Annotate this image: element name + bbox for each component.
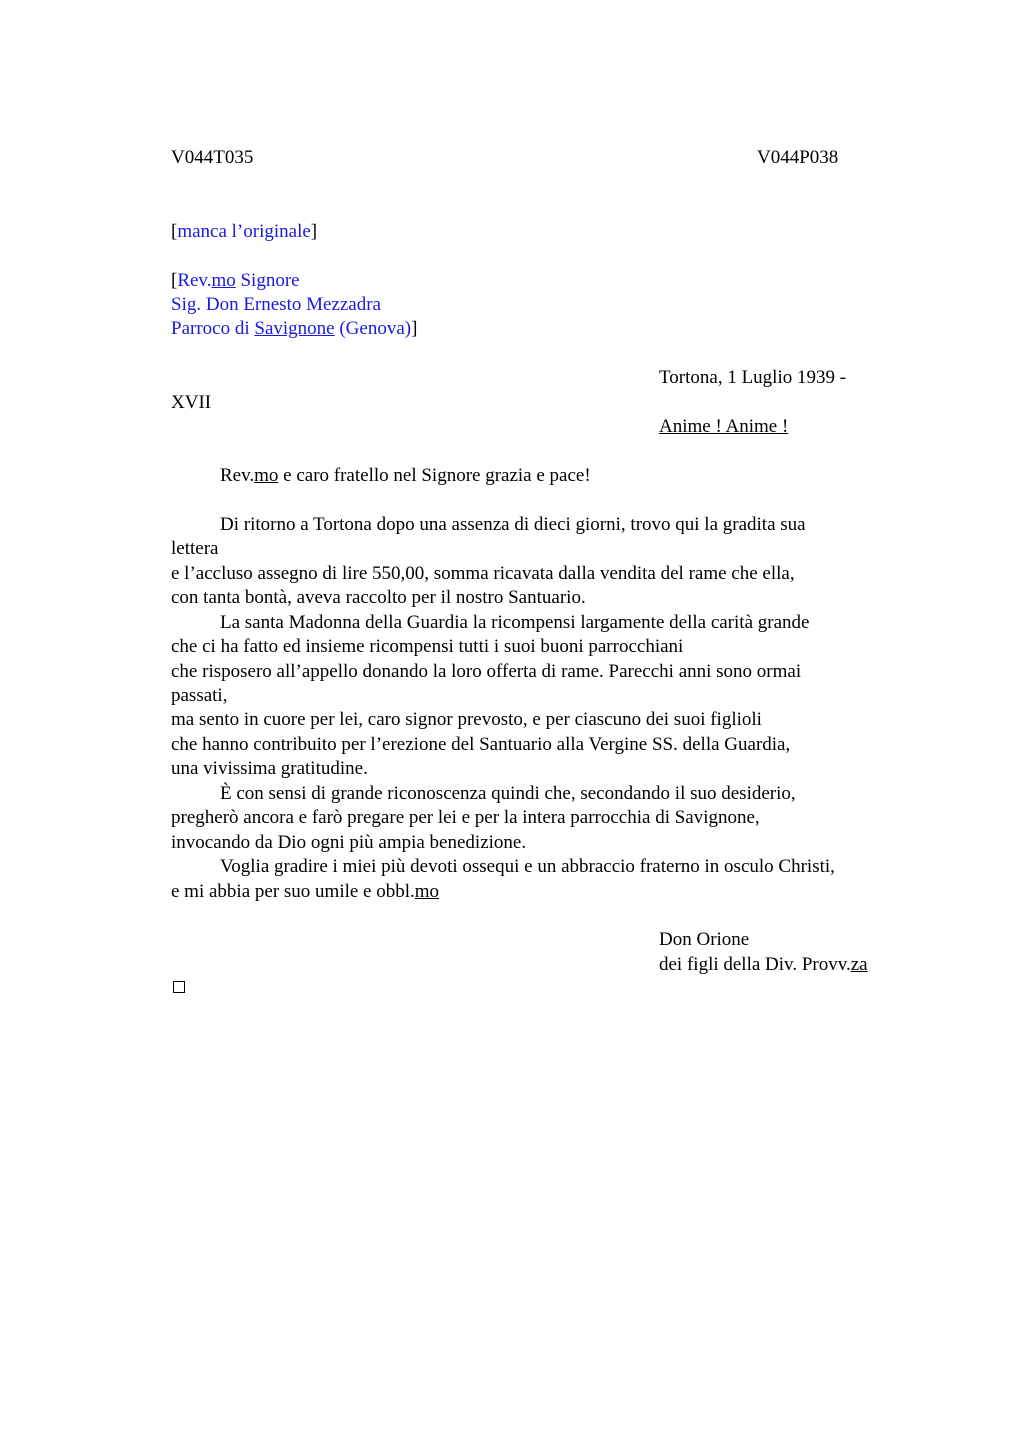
body-line: invocando da Dio ogni più ampia benedizione. <box>171 832 527 853</box>
body-line: che ci ha fatto ed insieme ricompensi tutti i suoi buoni parrocchiani <box>171 636 684 657</box>
address-close-bracket: ] <box>411 318 418 339</box>
body-line: È con sensi di grande riconoscenza quindi che, secondando il suo desiderio, <box>220 783 796 804</box>
body-line: che risposero all’appello donando la loro offerta di rame. Parecchi anni sono ormai <box>171 661 802 682</box>
dateline-era: XVII <box>171 392 212 413</box>
body-line: Di ritorno a Tortona dopo una assenza di dieci giorni, trovo qui la gradita sua <box>220 514 806 535</box>
salutation <box>220 464 591 488</box>
salutation-rest: e caro fratello nel Signore grazia e pace! <box>278 465 591 486</box>
body-line: lettera <box>171 538 219 559</box>
note-text: manca l’originale <box>177 221 311 242</box>
address-line-3 <box>171 317 417 341</box>
address-line3-place: Savignone <box>254 318 335 339</box>
editorial-note <box>171 220 317 244</box>
body-line: una vivissima gratitudine. <box>171 758 368 779</box>
address-line3-prefix: Parroco di <box>171 318 255 339</box>
signature-title-sup: za <box>850 954 868 975</box>
signature-title <box>659 953 868 977</box>
end-square-marker <box>173 981 185 993</box>
body-line: Voglia gradire i miei più devoti ossequi e un abbraccio fraterno in osculo Christi, <box>220 856 835 877</box>
salutation-prefix: Rev. <box>220 465 255 486</box>
body-line: passati, <box>171 685 228 706</box>
address-line1-rest: Signore <box>235 270 300 291</box>
body-line: che hanno contribuito per l’erezione del Santuario alla Vergine SS. della Guardia, <box>171 734 791 755</box>
address-open-bracket: [ <box>171 270 178 291</box>
body-line: pregherò ancora e farò pregare per lei e per la intera parrocchia di Savignone, <box>171 807 760 828</box>
document-code-right: V044P038 <box>757 147 839 168</box>
note-close-bracket: ] <box>310 221 318 242</box>
body-line: e l’accluso assegno di lire 550,00, somma ricavata dalla vendita del rame che ella, <box>171 563 795 584</box>
document-code-left: V044T035 <box>171 147 254 168</box>
closing-line <box>171 880 439 904</box>
dateline-date: Tortona, 1 Luglio 1939 - <box>659 367 847 388</box>
body-line: ma sento in cuore per lei, caro signor prevosto, e per ciascuno dei suoi figlioli <box>171 709 762 730</box>
signature-title-prefix: dei figli della Div. Provv. <box>659 954 851 975</box>
address-line1-sup: mo <box>211 270 236 291</box>
address-line-1 <box>171 269 300 293</box>
signature-name: Don Orione <box>659 929 750 950</box>
salutation-sup: mo <box>254 465 279 486</box>
body-line: con tanta bontà, aveva raccolto per il nostro Santuario. <box>171 587 586 608</box>
address-line1-prefix: Rev. <box>177 270 212 291</box>
address-line3-rest: (Genova) <box>334 318 412 339</box>
dateline-motto: Anime ! Anime ! <box>659 416 789 437</box>
address-line-2: Sig. Don Ernesto Mezzadra <box>171 294 381 315</box>
closing-sup: mo <box>414 881 440 902</box>
note-open-bracket: [ <box>171 221 178 242</box>
closing-prefix: e mi abbia per suo umile e obbl. <box>171 881 415 902</box>
body-line: La santa Madonna della Guardia la ricompensi largamente della carità grande <box>220 612 810 633</box>
